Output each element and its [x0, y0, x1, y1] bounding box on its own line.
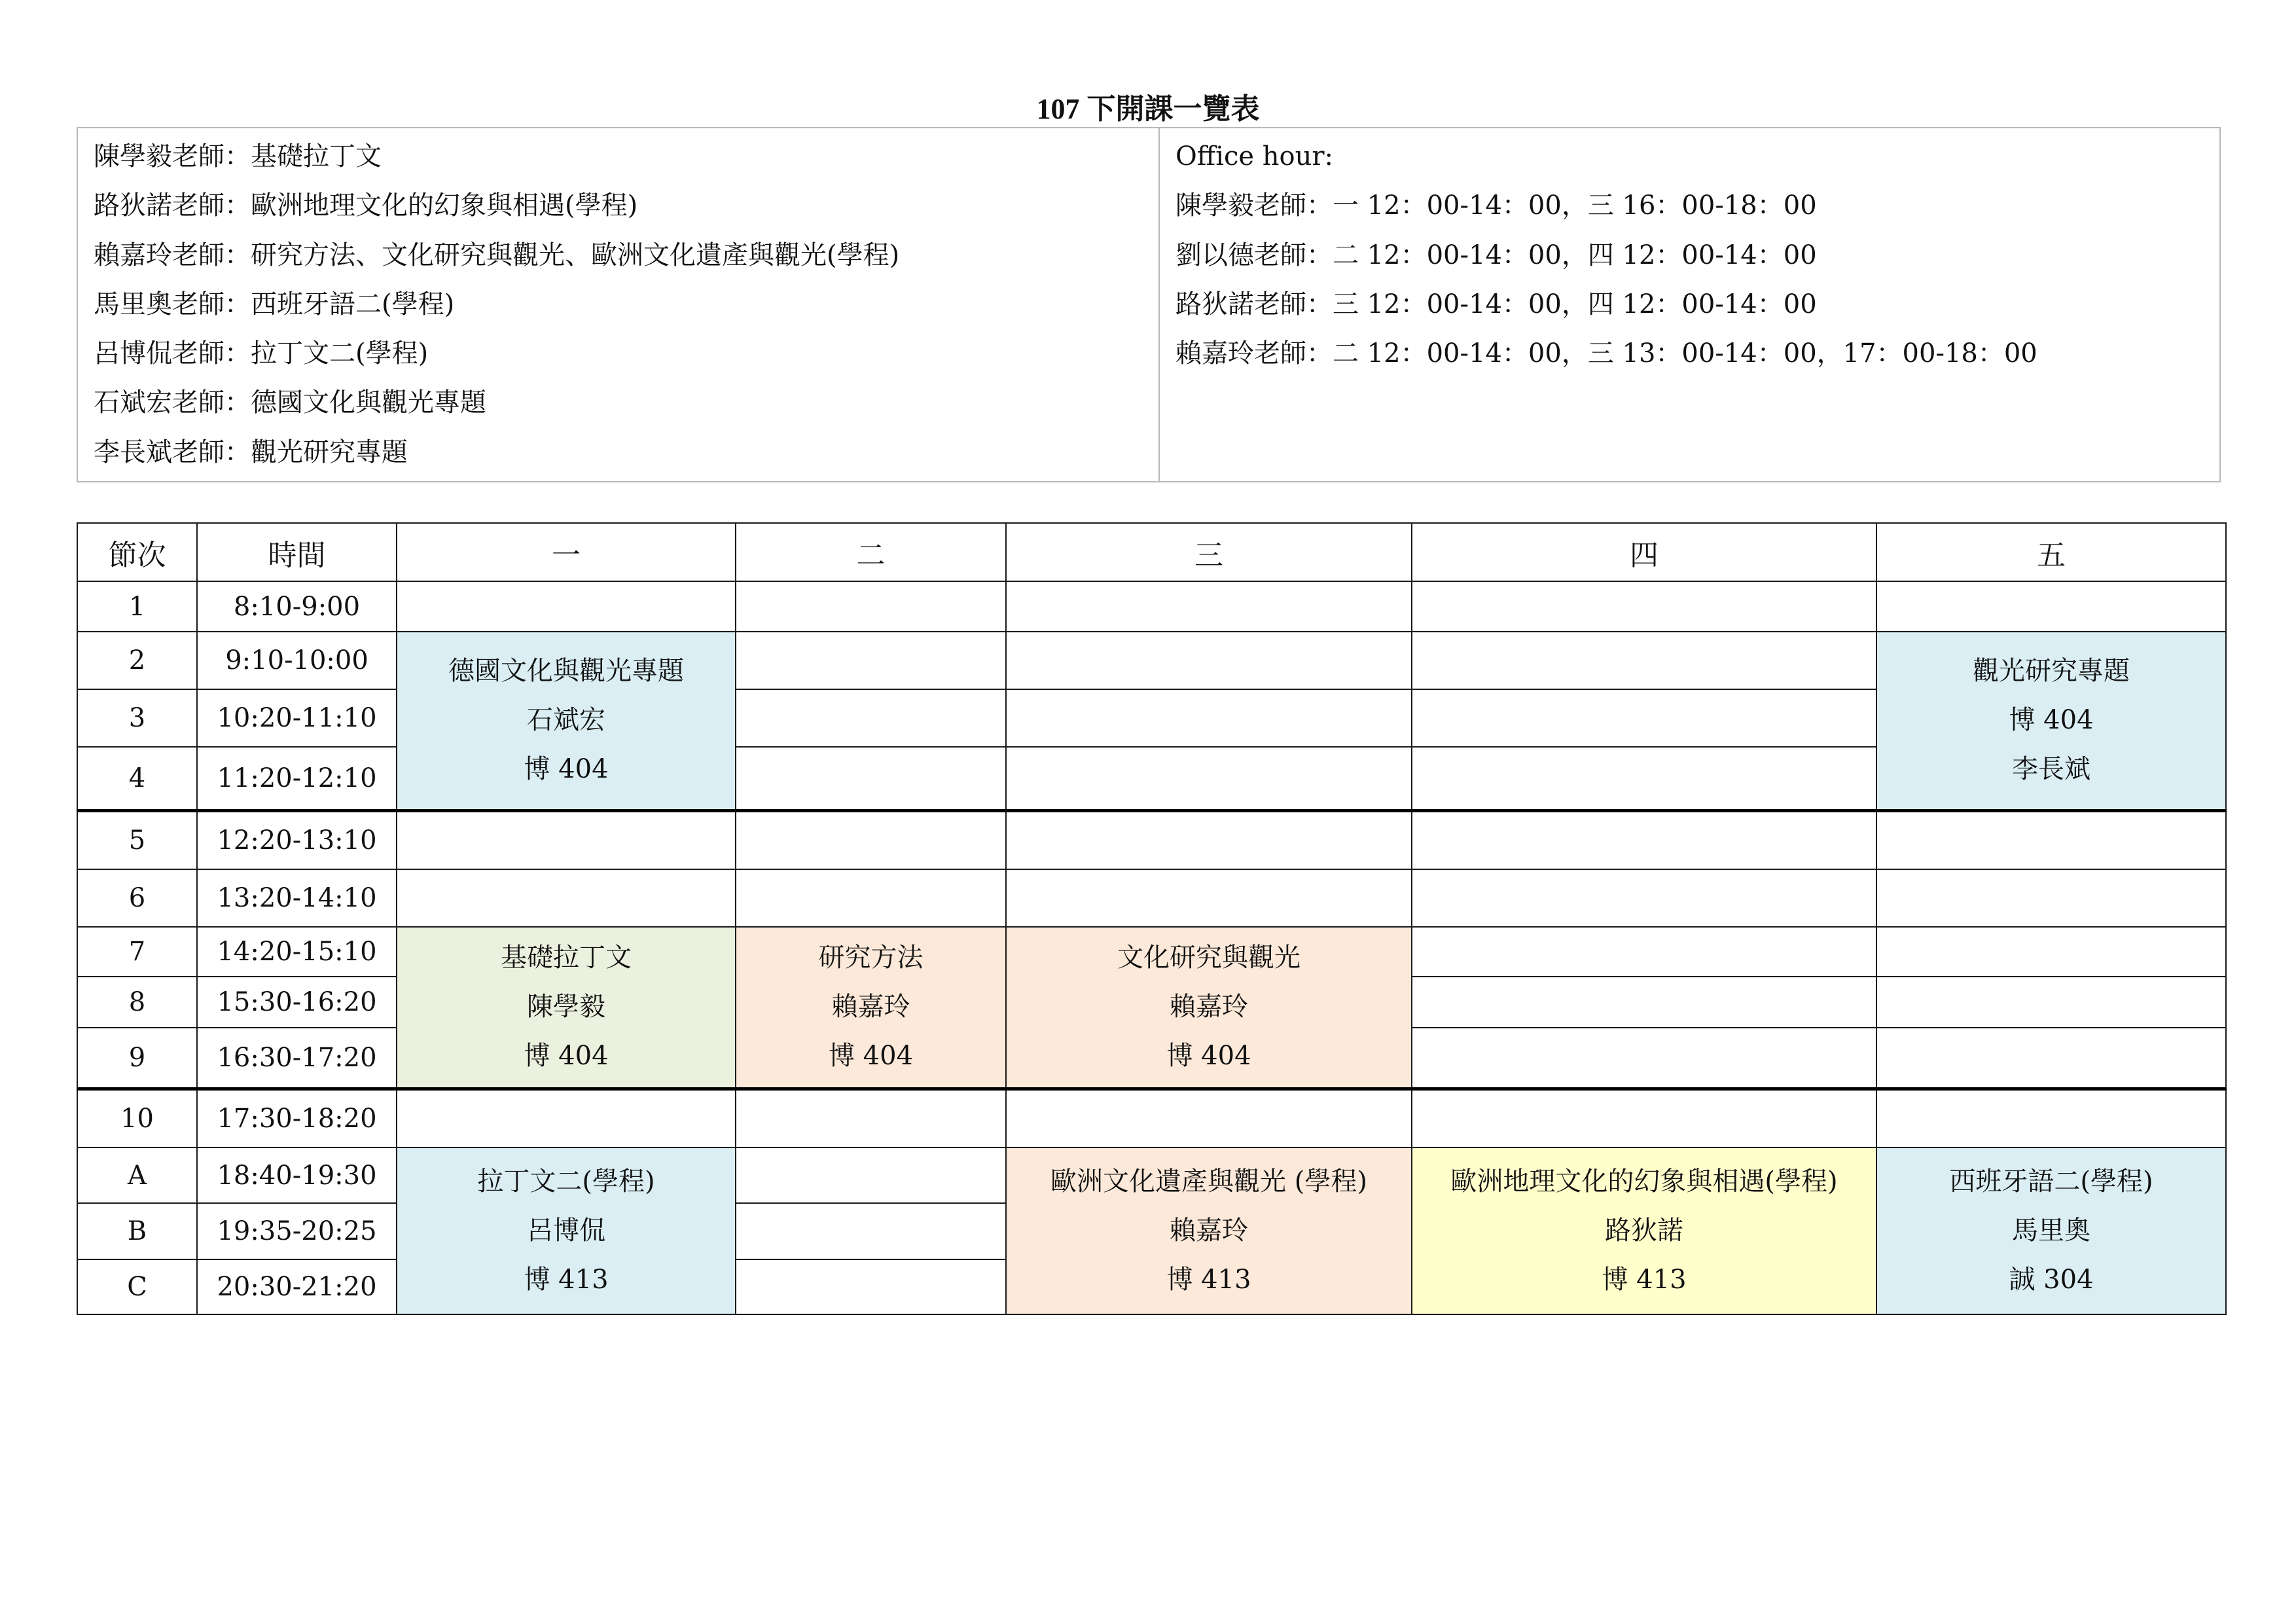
- course-name: 拉丁文二(學程): [477, 1166, 655, 1197]
- period-time: 18:40-19:30: [197, 1147, 397, 1203]
- period-time: 10:20-11:10: [197, 689, 397, 747]
- period-number: A: [77, 1147, 197, 1203]
- header-mon: 一: [397, 523, 736, 581]
- period-time: 11:20-12:10: [197, 747, 397, 810]
- empty-cell: [397, 810, 736, 869]
- teacher-course-list: [77, 128, 1159, 482]
- empty-cell: [1412, 810, 1876, 869]
- course-room: 博 404: [2009, 705, 2094, 736]
- empty-cell: [1412, 869, 1876, 927]
- empty-cell: [736, 869, 1006, 927]
- header-fri: 五: [1876, 523, 2226, 581]
- course-name: 基礎拉丁文: [501, 943, 632, 973]
- empty-cell: [1876, 927, 2226, 977]
- empty-cell: [736, 1259, 1006, 1314]
- empty-cell: [397, 581, 736, 632]
- empty-cell: [736, 1203, 1006, 1259]
- period-number: 4: [77, 747, 197, 810]
- period-number: 2: [77, 632, 197, 689]
- course-block: [1876, 1147, 2226, 1314]
- course-room: 博 404: [1166, 1041, 1251, 1072]
- empty-cell: [1412, 689, 1876, 747]
- empty-cell: [1876, 1089, 2226, 1147]
- empty-cell: [1876, 1028, 2226, 1089]
- course-room: 博 413: [1166, 1265, 1251, 1295]
- course-name: 歐洲文化遺產與觀光 (學程): [1050, 1166, 1367, 1197]
- empty-cell: [1006, 810, 1412, 869]
- header-wed: 三: [1006, 523, 1412, 581]
- period-time: 16:30-17:20: [197, 1028, 397, 1089]
- course-room: 博 404: [524, 1041, 609, 1072]
- period-time: 15:30-16:20: [197, 977, 397, 1028]
- empty-cell: [1412, 1089, 1876, 1147]
- empty-cell: [1876, 581, 2226, 632]
- header-time: 時間: [197, 523, 397, 581]
- course-block: [1412, 1147, 1876, 1314]
- period-time: 19:35-20:25: [197, 1203, 397, 1259]
- course-name: 歐洲地理文化的幻象與相遇(學程): [1450, 1166, 1838, 1197]
- course-room: 博 413: [524, 1265, 609, 1295]
- office-hour-line: 劉以德老師：二 12：00-14：00，四 12：00-14：00: [1175, 240, 1817, 270]
- empty-cell: [1006, 1089, 1412, 1147]
- empty-cell: [736, 632, 1006, 689]
- period-time: 13:20-14:10: [197, 869, 397, 927]
- period-number: 6: [77, 869, 197, 927]
- empty-cell: [736, 1089, 1006, 1147]
- course-name: 文化研究與觀光: [1117, 943, 1300, 973]
- teacher-line: 馬里奧老師：西班牙語二(學程): [94, 289, 455, 319]
- period-number: 7: [77, 927, 197, 977]
- header-period: 節次: [77, 523, 197, 581]
- header-thu: 四: [1412, 523, 1876, 581]
- course-teacher: 馬里奧: [2012, 1216, 2090, 1246]
- empty-cell: [736, 810, 1006, 869]
- empty-cell: [1412, 977, 1876, 1028]
- course-room: 博 404: [524, 754, 609, 785]
- period-time: 9:10-10:00: [197, 632, 397, 689]
- office-hours-heading: Office hour:: [1175, 141, 1333, 171]
- empty-cell: [1876, 869, 2226, 927]
- course-block: [397, 1147, 736, 1314]
- office-hour-line: 陳學毅老師：一 12：00-14：00，三 16：00-18：00: [1175, 190, 1817, 221]
- course-block: [736, 927, 1006, 1089]
- empty-cell: [1412, 1028, 1876, 1089]
- course-teacher: 路狄諾: [1605, 1216, 1683, 1246]
- schedule-table: [77, 522, 2227, 1315]
- course-block: [1006, 1147, 1412, 1314]
- course-teacher: 陳學毅: [527, 992, 605, 1022]
- teacher-line: 石斌宏老師：德國文化與觀光專題: [94, 388, 486, 418]
- course-teacher: 李長斌: [2012, 754, 2090, 785]
- course-name: 研究方法: [818, 943, 924, 973]
- period-number: 1: [77, 581, 197, 632]
- empty-cell: [1412, 581, 1876, 632]
- course-name: 西班牙語二(學程): [1949, 1166, 2153, 1197]
- empty-cell: [1006, 689, 1412, 747]
- course-teacher: 賴嘉玲: [1170, 1216, 1248, 1246]
- office-hours: [1159, 128, 2220, 482]
- empty-cell: [736, 581, 1006, 632]
- empty-cell: [397, 869, 736, 927]
- empty-cell: [1006, 581, 1412, 632]
- course-teacher: 石斌宏: [527, 705, 605, 736]
- period-number: 3: [77, 689, 197, 747]
- empty-cell: [1006, 632, 1412, 689]
- course-teacher: 呂博侃: [527, 1216, 605, 1246]
- course-name: 觀光研究專題: [1973, 656, 2130, 687]
- teacher-line: 賴嘉玲老師：研究方法、文化研究與觀光、歐洲文化遺產與觀光(學程): [94, 240, 900, 270]
- empty-cell: [1876, 977, 2226, 1028]
- period-time: 8:10-9:00: [197, 581, 397, 632]
- empty-cell: [1412, 632, 1876, 689]
- period-number: C: [77, 1259, 197, 1314]
- empty-cell: [1412, 747, 1876, 810]
- course-block: [1876, 632, 2226, 810]
- course-teacher: 賴嘉玲: [1170, 992, 1248, 1022]
- course-name: 德國文化與觀光專題: [448, 656, 684, 687]
- teacher-info-table: [77, 127, 2221, 482]
- course-room: 博 404: [828, 1041, 914, 1072]
- course-room: 博 413: [1602, 1265, 1687, 1295]
- empty-cell: [1876, 810, 2226, 869]
- period-time: 14:20-15:10: [197, 927, 397, 977]
- period-number: B: [77, 1203, 197, 1259]
- teacher-line: 呂博侃老師：拉丁文二(學程): [94, 338, 429, 369]
- empty-cell: [397, 1089, 736, 1147]
- period-number: 10: [77, 1089, 197, 1147]
- period-time: 17:30-18:20: [197, 1089, 397, 1147]
- empty-cell: [736, 689, 1006, 747]
- period-number: 8: [77, 977, 197, 1028]
- page-title: 107 下開課一覽表: [1036, 93, 1260, 125]
- period-number: 9: [77, 1028, 197, 1089]
- teacher-line: 路狄諾老師：歐洲地理文化的幻象與相遇(學程): [94, 190, 638, 221]
- period-time: 12:20-13:10: [197, 810, 397, 869]
- period-time: 20:30-21:20: [197, 1259, 397, 1314]
- office-hour-line: 賴嘉玲老師：二 12：00-14：00，三 13：00-14：00，17：00-18：00: [1175, 338, 2037, 369]
- course-block: [1006, 927, 1412, 1089]
- teacher-line: 李長斌老師：觀光研究專題: [94, 437, 408, 467]
- teacher-line: 陳學毅老師：基礎拉丁文: [94, 141, 382, 171]
- course-block: [397, 927, 736, 1089]
- course-block: [397, 632, 736, 810]
- header-tue: 二: [736, 523, 1006, 581]
- empty-cell: [1412, 927, 1876, 977]
- empty-cell: [1006, 747, 1412, 810]
- empty-cell: [736, 1147, 1006, 1203]
- course-teacher: 賴嘉玲: [831, 992, 910, 1022]
- period-number: 5: [77, 810, 197, 869]
- empty-cell: [736, 747, 1006, 810]
- empty-cell: [1006, 869, 1412, 927]
- course-room: 誠 304: [2009, 1265, 2094, 1295]
- office-hour-line: 路狄諾老師：三 12：00-14：00，四 12：00-14：00: [1175, 289, 1817, 319]
